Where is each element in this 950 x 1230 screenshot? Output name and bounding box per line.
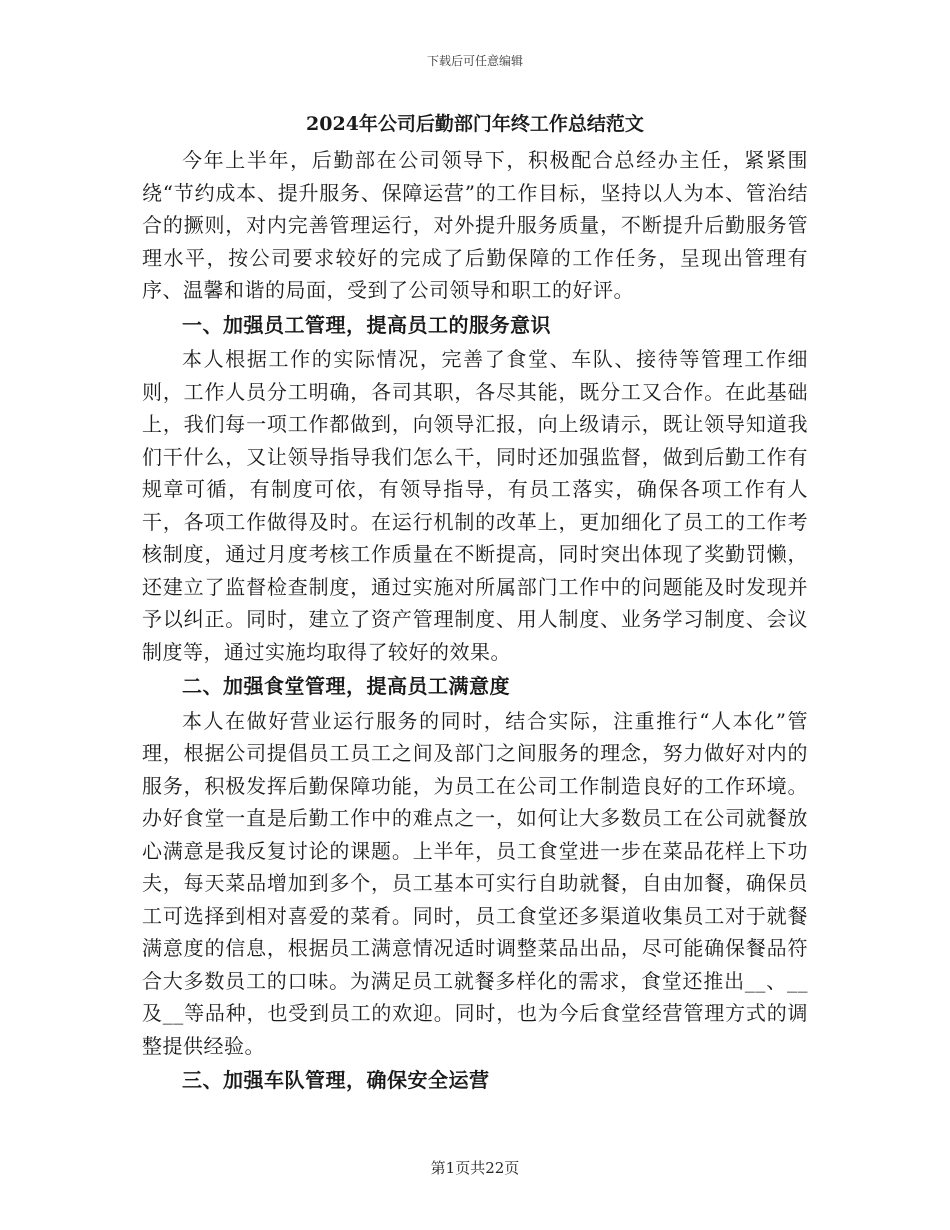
download-note: 下载后可任意编辑	[426, 54, 523, 68]
document-body	[142, 108, 808, 1099]
document-title: 2024年公司后勤部门年终工作总结范文	[306, 113, 644, 135]
section-3-heading: 三、加强车队管理，确保安全运营	[182, 1068, 490, 1092]
section-2-paragraph: 本人在做好营业运行服务的同时，结合实际，注重推行“人本化”管理，根据公司提倡员工员工之间及部门之间服务的理念，努力做好对内的服务，积极发挥后勤保障功能，为员工在公司工作制造良好的工作环境。办好食堂一直是后勤工作中的难点之一，如何让大多数员工在公司就餐放心满意是我反复讨论的课题。上半年，员工食堂进一步在菜品花样上下功夫，每天菜品增加到多个，员工基本可实行自助就餐，自由加餐，确保员工可选择到相对喜爱的菜肴。同时，员工食堂还多渠道收集员工对于就餐满意度的信息，根据员工满意情况适时调整菜品出品，尽可能确保餐品符合大多数员工的口味。为满足员工就餐多样化的需求，食堂还推出__、__及__等品种，也受到员工的欢迎。同时，也为今后食堂经营管理方式的调整提供经验。	[142, 708, 808, 1058]
intro-paragraph: 今年上半年，后勤部在公司领导下，积极配合总经办主任，紧紧围绕“节约成本、提升服务、保障运营”的工作目标，坚持以人为本、管治结合的撅则，对内完善管理运行，对外提升服务质量，不断提升后勤服务管理水平，按公司要求较好的完成了后勤保障的工作任务，呈现出管理有序、温馨和谐的局面，受到了公司领导和职工的好评。	[142, 148, 808, 302]
section-1-heading: 一、加强员工管理，提高员工的服务意识	[182, 312, 551, 337]
page-footer: 第1页共22页	[430, 1159, 520, 1177]
section-2-heading: 二、加强食堂管理，提高员工满意度	[182, 674, 510, 698]
section-1-paragraph: 本人根据工作的实际情况，完善了食堂、车队、接待等管理工作细则，工作人员分工明确，各司其职，各尽其能，既分工又合作。在此基础上，我们每一项工作都做到，向领导汇报，向上级请示，既让领导知道我们干什么，又让领导指导我们怎么干，同时还加强监督，做到后勤工作有规章可循，有制度可依，有领导指导，有员工落实，确保各项工作有人干，各项工作做得及时。在运行机制的改革上，更加细化了员工的工作考核制度，通过月度考核工作质量在不断提高，同时突出体现了奖勤罚懒，还建立了监督检查制度，通过实施对所属部门工作中的问题能及时发现并予以纠正。同时，建立了资产管理制度、用人制度、业务学习制度、会议制度等，通过实施均取得了较好的效果。	[142, 347, 808, 664]
